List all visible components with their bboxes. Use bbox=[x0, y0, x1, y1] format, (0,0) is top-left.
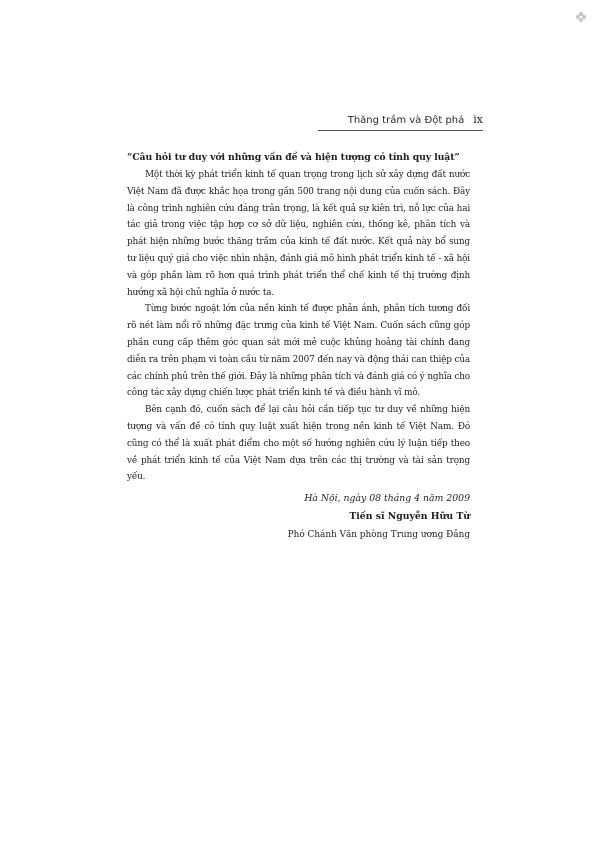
paragraph-2: Từng bước ngoặt lớn của nền kinh tế được phản ánh, phân tích tương đối rõ nét làm nổi rõ những đặc trưng của kinh tế Việt Nam. Cuốn sách cũng góp phần cung cấp thêm góc quan sát mới mẻ cuộc khủng hoảng tài chính đang diễn ra trên phạm vi toàn cầu từ năm 2007 đến nay và động thái can thiệp của các chính phủ trên thế giới. Đây là những phân tích và đánh giá có ý nghĩa cho công tác xây dựng chiến lược phát triển kinh tế và điều hành vĩ mô. bbox=[127, 304, 470, 399]
author-name: Tiến sĩ Nguyễn Hữu Từ bbox=[349, 511, 470, 522]
running-header bbox=[318, 113, 483, 129]
paragraph-1: Một thời kỳ phát triển kinh tế quan trọng trong lịch sử xây dựng đất nước Việt Nam đã được khắc họa trong gần 500 trang nội dung của cuốn sách. Đây là công trình nghiên cứu đáng trân trọng, là kết quả sự kiên trì, nỗ lực của hai tác giả trong việc tập hợp cơ sở dữ liệu, nghiên cứu, thống kê, phân tích và phát hiện những bước thăng trầm của kinh tế đất nước. Kết quả này bổ sung tư liệu quý giá cho việc nhìn nhận, đánh giá mô hình phát triển kinh tế - xã hội và góp phần làm rõ hơn quá trình phát triển thể chế kinh tế thị trường định hướng xã hội chủ nghĩa ở nước ta. bbox=[127, 170, 470, 298]
main-content bbox=[127, 150, 470, 486]
flower-ornament-icon bbox=[575, 11, 587, 23]
page-number: ix bbox=[473, 113, 483, 126]
paragraph-3: Bên cạnh đó, cuốn sách để lại câu hỏi cần tiếp tục tư duy về những hiện tượng và vấn đề có tính quy luật xuất hiện trong nền kinh tế Việt Nam. Đó cũng có thể là xuất phát điểm cho một số hướng nghiên cứu lý luận tiếp theo về phát triển kinh tế của Việt Nam dựa trên các thị trường và tài sản trọng yếu. bbox=[127, 405, 470, 483]
signature-block bbox=[260, 490, 470, 544]
place-date: Hà Nội, ngày 08 tháng 4 năm 2009 bbox=[304, 493, 470, 504]
header-rule bbox=[318, 130, 483, 131]
section-heading: “Câu hỏi tư duy với những vấn đề và hiện tượng có tính quy luật” bbox=[127, 152, 460, 163]
running-title: Thăng trầm và Đột phá bbox=[347, 115, 465, 126]
author-position: Phó Chánh Văn phòng Trung ương Đảng bbox=[287, 530, 470, 540]
